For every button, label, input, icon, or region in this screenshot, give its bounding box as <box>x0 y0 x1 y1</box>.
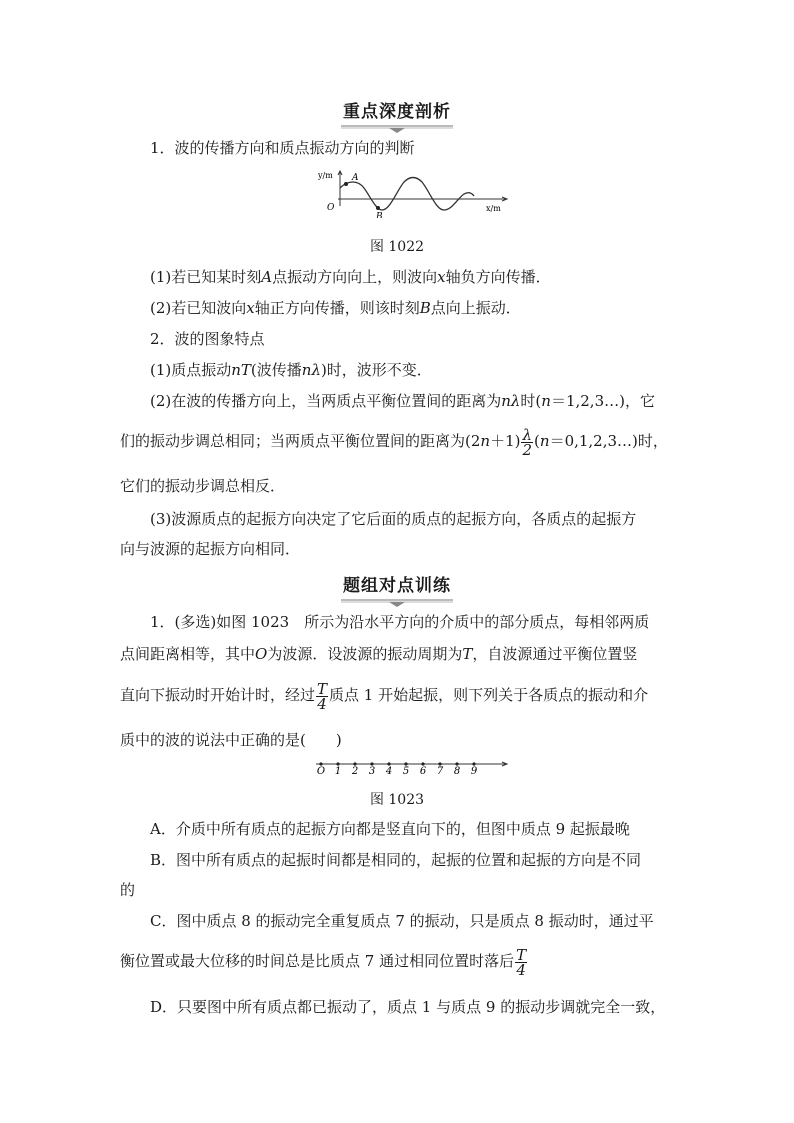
text-segment: 衡位置或最大位移的时间总是比质点 7 通过相同位置时落后 <box>120 952 515 970</box>
item-title: 1．波的传播方向和质点振动方向的判断 <box>150 139 415 157</box>
math-symbol: A <box>261 268 273 286</box>
text-segment: ，自波源通过平衡位置竖 <box>472 645 638 663</box>
text-segment: 轴负方向传播． <box>445 268 551 286</box>
paragraph-3 <box>150 360 432 380</box>
particle-label: 6 <box>419 766 427 776</box>
paragraph-5-line-1: (3)波源质点的起振方向决定了它后面的质点的起振方向，各质点的起振方 <box>150 510 637 528</box>
particle-label: 1 <box>334 766 342 776</box>
question-1-line-1: 1．(多选)如图 1023 所示为沿水平方向的介质中的部分质点，每相邻两质 <box>150 613 650 631</box>
particle-label: 2 <box>351 766 359 776</box>
text-segment: 点振动方向向上，则波向 <box>272 268 438 286</box>
math-symbol: nλ <box>501 392 521 410</box>
text-segment: 们的振动步调总相同；当两质点平衡位置间的距离为(2 <box>120 432 481 450</box>
math-symbol: B <box>419 299 431 317</box>
point-b-dot <box>376 206 380 210</box>
paragraph-4-line-1 <box>150 391 655 411</box>
paragraph-1 <box>150 267 551 287</box>
point-a-label: A <box>352 173 359 183</box>
option-b-line-1: B．图中所有质点的起振时间都是相同的，起振的位置和起振的方向是不同 <box>150 851 642 869</box>
math-symbol: x <box>246 299 255 317</box>
math-symbol: x <box>437 268 446 286</box>
fraction-lambda-over-2 <box>521 425 533 459</box>
x-axis-label: x/m <box>486 204 501 213</box>
fraction-numerator: T <box>317 679 328 698</box>
option-b-line-2: 的 <box>120 881 136 899</box>
point-a-dot <box>344 182 348 186</box>
text-segment: 点向上振动． <box>430 299 521 317</box>
text-segment: 为波源．设波源的振动周期为 <box>267 645 463 663</box>
figure-caption: 图 1023 <box>369 792 425 808</box>
figure-caption: 图 1022 <box>369 239 425 255</box>
heading-underline-decoration <box>341 124 453 134</box>
text-segment: ＝0,1,2,3…)时， <box>549 432 668 450</box>
fraction-numerator: λ <box>522 425 533 444</box>
math-symbol: O <box>255 645 268 663</box>
particle-label: 7 <box>436 766 444 776</box>
text-segment: ＝1,2,3…)，它 <box>550 392 655 410</box>
point-b-label: B <box>376 212 383 218</box>
particle-line-figure <box>314 760 514 776</box>
text-segment: (1)若已知某时刻 <box>150 268 262 286</box>
math-symbol: nT <box>231 361 251 379</box>
paragraph-2 <box>150 298 521 318</box>
fraction-denominator: 4 <box>516 960 526 979</box>
text-segment: (波传播 <box>250 361 302 379</box>
section-title: 重点深度剖析 <box>343 102 451 122</box>
fraction-t-over-4 <box>316 679 328 713</box>
fraction-denominator: 4 <box>317 694 327 713</box>
fraction-t-over-4 <box>515 945 527 979</box>
text-segment: 时( <box>520 392 542 410</box>
text-segment: ＋1) <box>490 432 521 450</box>
option-c-line-2 <box>120 946 528 977</box>
particle-label: 3 <box>368 766 376 776</box>
origin-label: O <box>327 203 335 213</box>
fraction-denominator: 2 <box>522 440 533 459</box>
question-1-line-3 <box>120 680 648 711</box>
y-axis-label: y/m <box>318 171 333 180</box>
particle-label: 9 <box>470 766 478 776</box>
section-heading-analysis <box>0 97 794 134</box>
paragraph-4-line-3: 它们的振动步调总相反． <box>120 477 286 495</box>
math-symbol: nλ <box>301 361 321 379</box>
section-heading-exercises <box>0 571 794 608</box>
text-segment: 质点 1 开始起振，则下列关于各质点的振动和介 <box>329 686 649 704</box>
math-symbol: n <box>539 432 550 450</box>
section-title: 题组对点训练 <box>343 576 451 596</box>
text-segment: 轴正方向传播，则该时刻 <box>254 299 420 317</box>
text-segment: ( <box>534 432 540 450</box>
text-segment: (2)若已知波向 <box>150 299 247 317</box>
option-a: A．介质中所有质点的起振方向都是竖直向下的，但图中质点 9 起振最晚 <box>150 820 630 838</box>
math-symbol: T <box>462 645 473 663</box>
paragraph-4-line-2 <box>120 426 668 457</box>
item-title: 2．波的图象特点 <box>150 330 265 348</box>
text-segment: )时，波形不变． <box>320 361 432 379</box>
particle-label: 5 <box>402 766 410 776</box>
question-1-line-2 <box>120 644 637 664</box>
particle-label: O <box>316 766 326 776</box>
math-symbol: n <box>541 392 551 410</box>
text-segment: 点间距离相等，其中 <box>120 645 256 663</box>
wave-figure <box>318 168 518 218</box>
question-1-line-4: 质中的波的说法中正确的是( ) <box>120 731 342 749</box>
particle-label: 8 <box>453 766 461 776</box>
particle-label: 4 <box>385 766 393 776</box>
option-c-line-1: C．图中质点 8 的振动完全重复质点 7 的振动，只是质点 8 振动时，通过平 <box>150 912 654 930</box>
math-symbol: n <box>480 432 491 450</box>
heading-underline-decoration <box>341 598 453 608</box>
paragraph-5-line-2: 向与波源的起振方向相同． <box>120 540 301 558</box>
option-d-line-1: D．只要图中所有质点都已振动了，质点 1 与质点 9 的振动步调就完全一致， <box>150 998 666 1016</box>
text-segment: 直向下振动时开始计时，经过 <box>120 686 316 704</box>
fraction-numerator: T <box>516 945 527 964</box>
text-segment: (2)在波的传播方向上，当两质点平衡位置间的距离为 <box>150 392 502 410</box>
text-segment: (1)质点振动 <box>150 361 232 379</box>
